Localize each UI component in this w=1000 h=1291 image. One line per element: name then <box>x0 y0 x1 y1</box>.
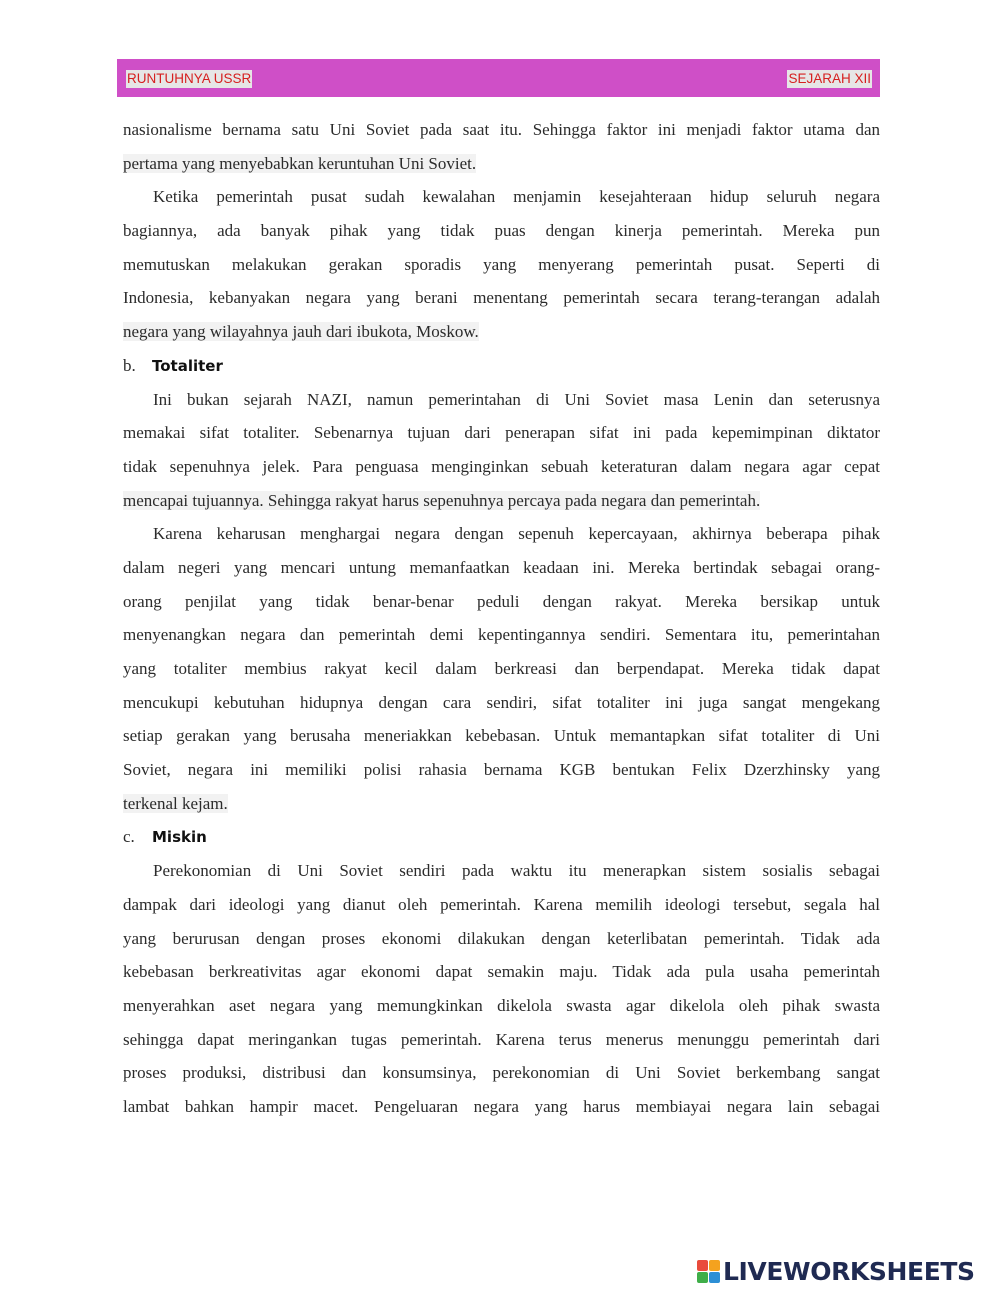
section-heading-c <box>123 820 880 854</box>
logo-blocks-icon <box>697 1260 720 1283</box>
text-line: menyenangkan negara dan pemerintah demi kepentingannya sendiri. Sementara itu, pemerintahan <box>123 625 880 645</box>
text-line: lambat bahkan hampir macet. Pengeluaran negara yang harus membiayai negara lain sebagai <box>123 1096 880 1116</box>
text-line: yang berurusan dengan proses ekonomi dilakukan dengan keterlibatan pemerintah. Tidak ada <box>123 928 880 948</box>
text-line: memutuskan melakukan gerakan sporadis yang menyerang pemerintah pusat. Seperti di <box>123 254 880 274</box>
text-line: nasionalisme bernama satu Uni Soviet pada saat itu. Sehingga faktor ini menjadi faktor utama dan <box>123 120 880 139</box>
section-title: Totaliter <box>152 356 223 375</box>
logo-block-icon <box>709 1272 720 1283</box>
text-line: Indonesia, kebanyakan negara yang berani menentang pemerintah secara terang-terangan adalah <box>123 288 880 308</box>
text-line: menyerahkan aset negara yang memungkinkan dikelola swasta agar dikelola oleh pihak swasta <box>123 995 880 1015</box>
text-line: Karena keharusan menghargai negara dengan sepenuh kepercayaan, akhirnya beberapa pihak <box>153 524 880 544</box>
logo-text: LIVEWORKSHEETS <box>723 1256 975 1286</box>
text-line: kebebasan berkreativitas agar ekonomi dapat semakin maju. Tidak ada pula usaha pemerintah <box>123 962 880 982</box>
text-line: dampak dari ideologi yang dianut oleh pemerintah. Karena memilih ideologi tersebut, segala hal <box>123 894 880 914</box>
text-line: memakai sifat totaliter. Sebenarnya tujuan dari penerapan sifat ini pada kepemimpinan diktator <box>123 423 880 443</box>
text-line: terkenal kejam. <box>123 793 228 813</box>
text-line: Soviet, negara ini memiliki polisi rahasia bernama KGB bentukan Felix Dzerzhinsky yang <box>123 760 880 780</box>
text-line: sehingga dapat meringankan tugas pemerintah. Karena terus menerus menunggu pemerintah dari <box>123 1029 880 1049</box>
section-title: Miskin <box>152 828 207 847</box>
document-body <box>123 113 880 1124</box>
header-right-title: SEJARAH XII <box>788 71 871 86</box>
logo-block-icon <box>697 1260 708 1271</box>
liveworksheets-logo <box>697 1257 975 1285</box>
text-line: bagiannya, ada banyak pihak yang tidak puas dengan kinerja pemerintah. Mereka pun <box>123 221 880 241</box>
section-letter: b. <box>123 355 136 375</box>
text-line: Ini bukan sejarah NAZI, namun pemerintahan di Uni Soviet masa Lenin dan seterusnya <box>153 389 880 409</box>
logo-block-icon <box>697 1272 708 1283</box>
text-line: proses produksi, distribusi dan konsumsinya, perekonomian di Uni Soviet berkembang sangat <box>123 1063 880 1083</box>
text-line: orang penjilat yang tidak benar-benar peduli dengan rakyat. Mereka bersikap untuk <box>123 591 880 611</box>
text-line: yang totaliter membius rakyat kecil dalam berkreasi dan berpendapat. Mereka tidak dapat <box>123 659 880 678</box>
text-line: Ketika pemerintah pusat sudah kewalahan menjamin kesejahteraan hidup seluruh negara <box>153 187 880 207</box>
header-left-title: RUNTUHNYA USSR <box>127 71 252 86</box>
section-letter: c. <box>123 827 135 847</box>
text-line: mencapai tujuannya. Sehingga rakyat harus sepenuhnya percaya pada negara dan pemerintah. <box>123 490 761 510</box>
logo-block-icon <box>709 1260 720 1271</box>
section-heading-b <box>123 349 880 383</box>
text-line: setiap gerakan yang berusaha meneriakkan kebebasan. Untuk memantapkan sifat totaliter di Uni <box>123 726 880 746</box>
text-line: pertama yang menyebabkan keruntuhan Uni Soviet. <box>123 153 477 173</box>
text-line: mencukupi kebutuhan hidupnya dengan cara sendiri, sifat totaliter ini juga sangat mengekang <box>123 692 880 712</box>
text-line: negara yang wilayahnya jauh dari ibukota, Moskow. <box>123 322 479 342</box>
text-line: tidak sepenuhnya jelek. Para penguasa menginginkan sebuah keteraturan dalam negara agar cepat <box>123 456 880 476</box>
text-line: dalam negeri yang mencari untung memanfaatkan keadaan ini. Mereka bertindak sebagai orang- <box>123 557 880 577</box>
text-line: Perekonomian di Uni Soviet sendiri pada waktu itu menerapkan sistem sosialis sebagai <box>153 861 880 881</box>
